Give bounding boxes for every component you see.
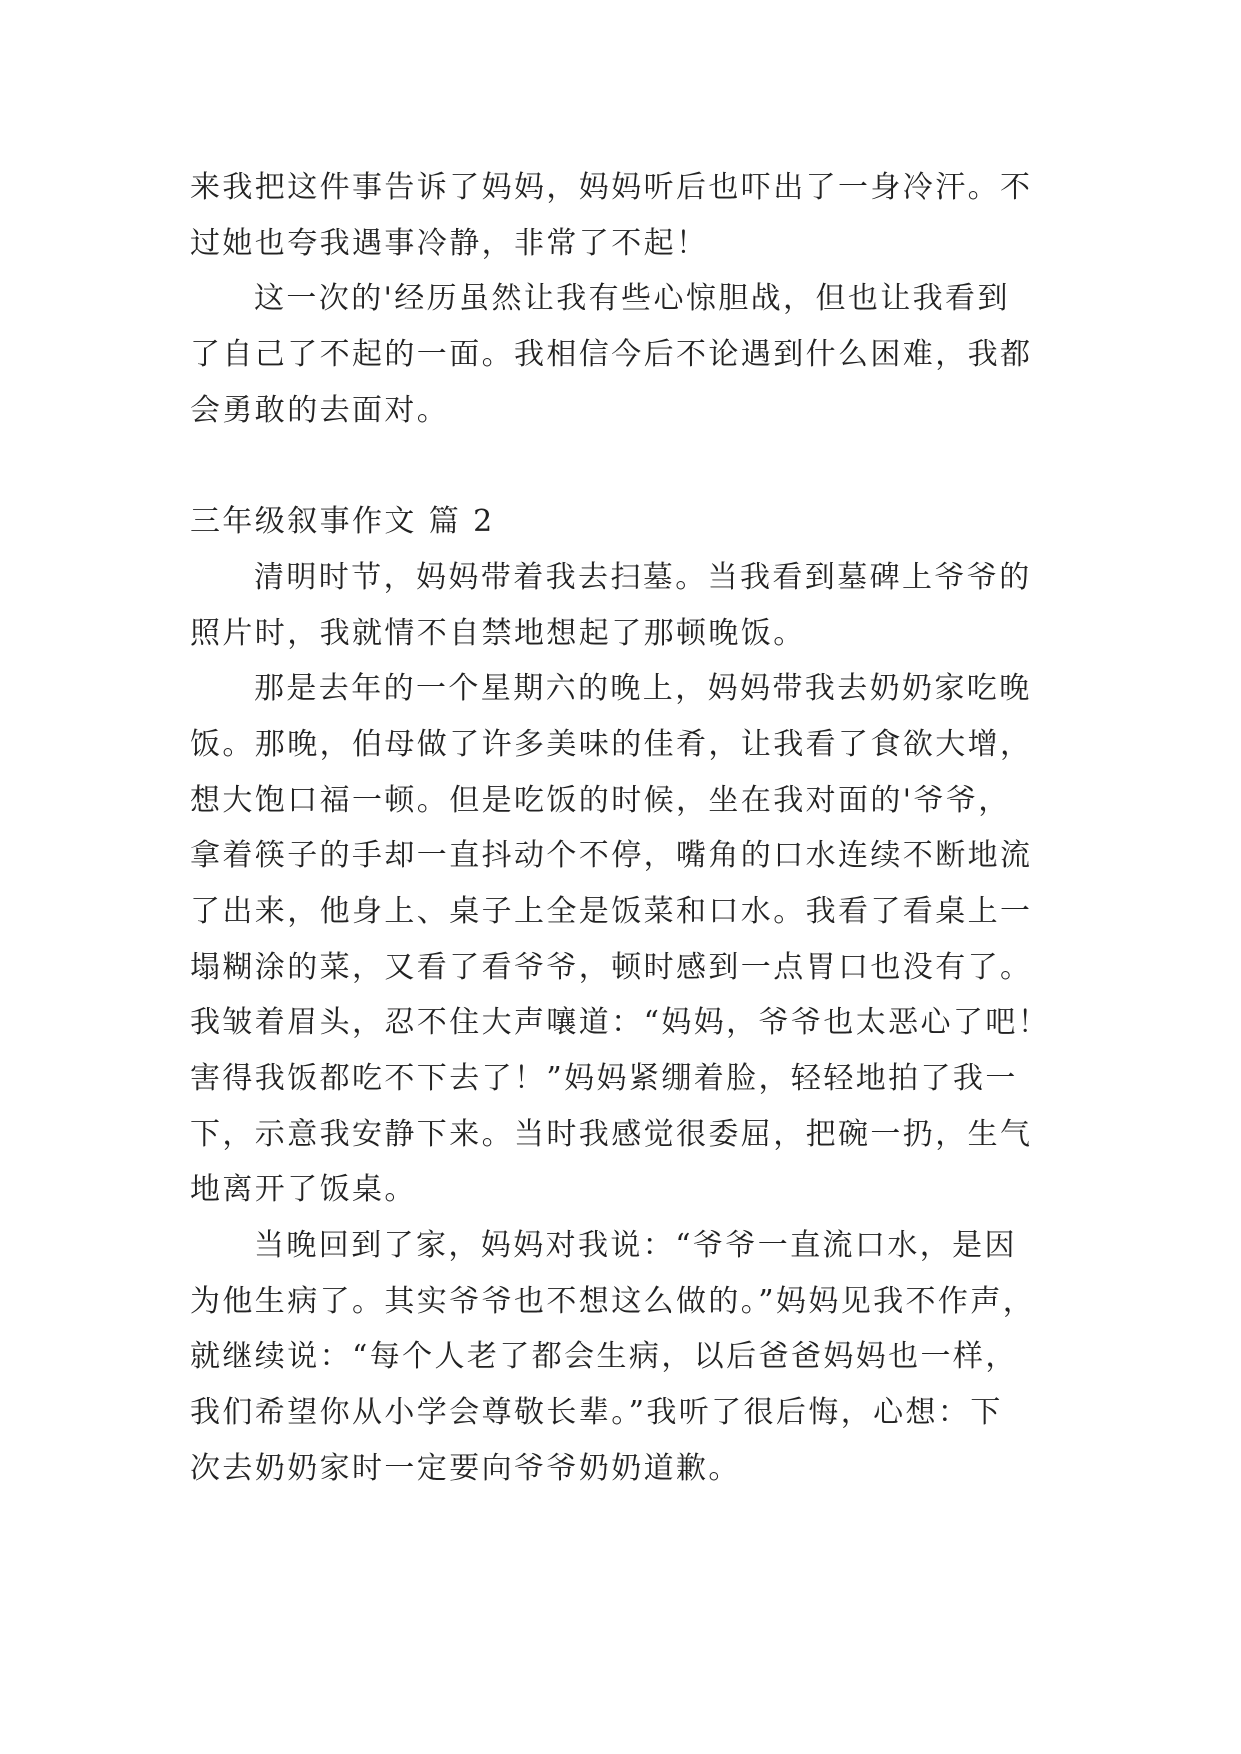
text-line: 清明时节，妈妈带着我去扫墓。当我看到墓碑上爷爷的 [254, 559, 1032, 595]
text-line: 想大饱口福一顿。但是吃饭的时候，坐在我对面的'爷爷， [190, 782, 1011, 818]
text-line: 了出来，他身上、桌子上全是饭菜和口水。我看了看桌上一 [190, 893, 1033, 929]
text-line: 我皱着眉头，忍不住大声嚷道：“妈妈，爷爷也太恶心了吧！ [190, 1005, 1051, 1041]
text-line: 就继续说：“每个人老了都会生病，以后爸爸妈妈也一样， [190, 1339, 1018, 1375]
text-line: 过她也夸我遇事冷静，非常了不起！ [190, 225, 709, 261]
text-line: 饭。那晚，伯母做了许多美味的佳肴，让我看了食欲大增， [190, 726, 1033, 762]
paragraph-continued [190, 160, 1060, 271]
text-line: 了自己了不起的一面。我相信今后不论遇到什么困难，我都 [190, 337, 1033, 373]
text-line: 害得我饭都吃不下去了！”妈妈紧绷着脸，轻轻地拍了我一 [190, 1061, 1018, 1096]
paragraph-1 [190, 550, 1060, 661]
section-gap [190, 438, 1060, 494]
paragraph-2 [190, 661, 1060, 1218]
text-line: 为他生病了。其实爷爷也不想这么做的。”妈妈见我不作声， [190, 1283, 1036, 1319]
text-line: 下，示意我安静下来。当时我感觉很委屈，把碗一扔，生气 [190, 1116, 1033, 1152]
text-line: 来我把这件事告诉了妈妈，妈妈听后也吓出了一身冷汗。不 [190, 170, 1033, 205]
text-line: 那是去年的一个星期六的晚上，妈妈带我去奶奶家吃晚 [254, 671, 1032, 707]
text-line: 这一次的'经历虽然让我有些心惊胆战，但也让我看到 [254, 281, 1010, 317]
text-line: 当晚回到了家，妈妈对我说：“爷爷一直流口水，是因 [254, 1228, 1017, 1264]
text-line: 会勇敢的去面对。 [190, 392, 450, 428]
text-line: 拿着筷子的手却一直抖动个不停，嘴角的口水连续不断地流 [190, 838, 1033, 874]
text-line: 照片时，我就情不自禁地想起了那顿晚饭。 [190, 615, 806, 651]
text-line: 地离开了饭桌。 [190, 1172, 417, 1208]
text-line: 次去奶奶家时一定要向爷爷奶奶道歉。 [190, 1450, 741, 1486]
document-body [190, 160, 1060, 1497]
section-heading: 三年级叙事作文 篇 2 [190, 504, 495, 540]
paragraph-3 [190, 1218, 1060, 1496]
paragraph-conclusion [190, 271, 1060, 438]
text-line: 我们希望你从小学会尊敬长辈。”我听了很后悔，心想：下 [190, 1395, 1003, 1431]
text-line: 塌糊涂的菜，又看了看爷爷，顿时感到一点胃口也没有了。 [190, 949, 1033, 985]
